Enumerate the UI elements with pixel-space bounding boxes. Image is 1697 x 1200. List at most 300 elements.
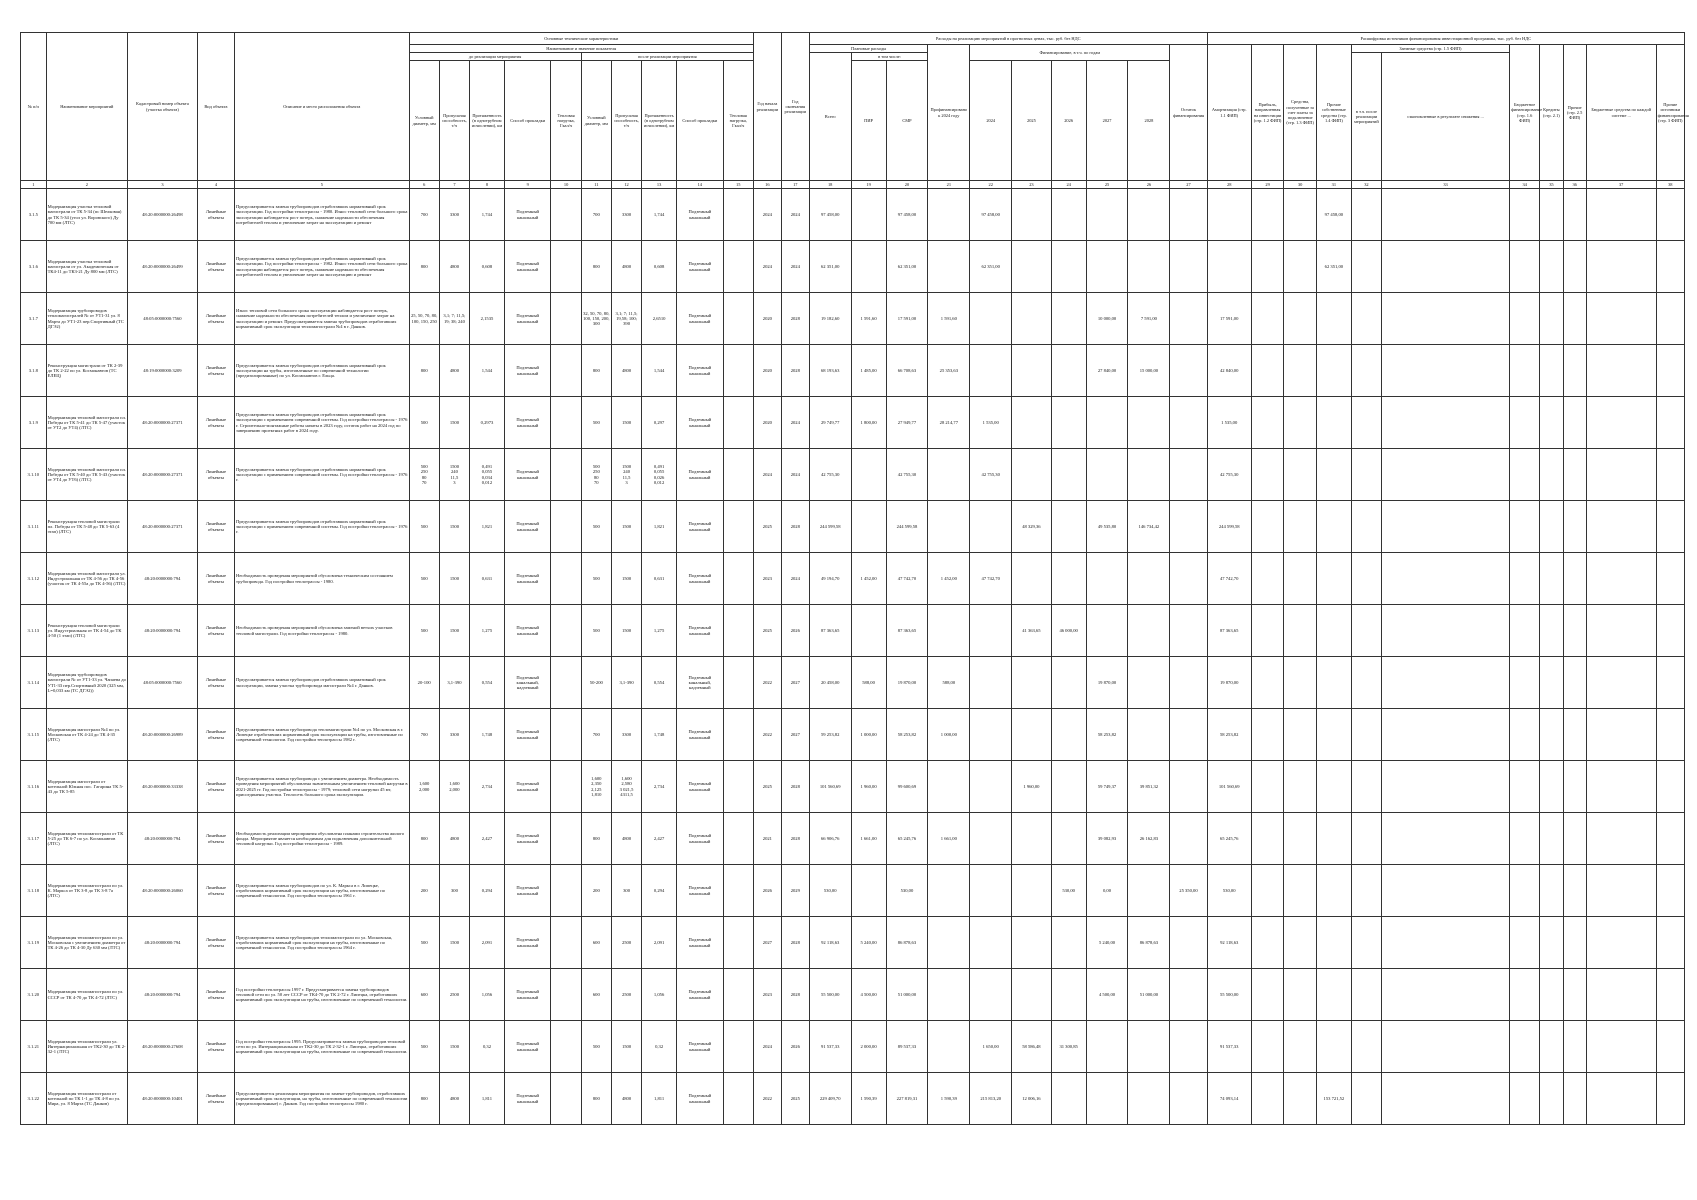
cell-g2 xyxy=(723,189,753,241)
cell-p1: Подземный канальный xyxy=(504,761,551,813)
cell-pr xyxy=(1251,813,1284,865)
cell-pr xyxy=(1251,657,1284,709)
cell-f24 xyxy=(970,917,1012,969)
cell-l1: 1,544 xyxy=(470,345,505,397)
cell-l2: 1,056 xyxy=(642,969,677,1021)
cell-g1 xyxy=(551,189,581,241)
cell-fin xyxy=(928,449,970,501)
column-number: 18 xyxy=(809,181,851,189)
cell-smr: 19 870,00 xyxy=(886,657,928,709)
cell-pl xyxy=(1284,865,1317,917)
cell-empty xyxy=(1563,189,1586,241)
cell-empty xyxy=(1510,345,1540,397)
cell-g1 xyxy=(551,813,581,865)
cell-f27: 39 082,93 xyxy=(1086,813,1128,865)
cell-f26 xyxy=(1051,813,1086,865)
cell-ye: 2028 xyxy=(781,345,809,397)
cell-pir: 1 590,39 xyxy=(851,1073,886,1125)
table-row xyxy=(21,397,1685,449)
cell-empty xyxy=(1563,813,1586,865)
cell-ys: 2022 xyxy=(753,1073,781,1125)
cell-empty xyxy=(1510,917,1540,969)
cell-empty xyxy=(1540,397,1563,449)
cell-l2: 2,091 xyxy=(642,917,677,969)
cell-empty xyxy=(1540,709,1563,761)
col-diameter-header: Условный диаметр, мм xyxy=(409,61,439,181)
cell-desc: Предусматривается замена трубопроводов тепломагистрали по ул. Московская, отработавших нормативный срок эксплуатации на трубы, изготовленные по современной технологии. Год постройки теплотрассы 1964 г. xyxy=(235,917,410,969)
cell-ys: 2024 xyxy=(753,189,781,241)
before-header: до реализации мероприятия xyxy=(409,53,581,61)
cell-empty xyxy=(1351,345,1381,397)
cell-f24 xyxy=(970,605,1012,657)
cell-d2: 500 xyxy=(581,501,611,553)
cell-am: 530,00 xyxy=(1207,865,1251,917)
cell-name: Модернизация тепломагистрали по ул. СССР от ТК 4-70 до ТК 4-72 (ЛТС) xyxy=(46,969,127,1021)
cell-empty xyxy=(1540,1073,1563,1125)
cell-empty xyxy=(1586,969,1656,1021)
cell-g2 xyxy=(723,969,753,1021)
cell-am: 101 560,69 xyxy=(1207,761,1251,813)
cell-n: 3.1.15 xyxy=(21,709,47,761)
column-number: 15 xyxy=(723,181,753,189)
cell-empty xyxy=(1382,813,1510,865)
cell-l2: 1,748 xyxy=(642,709,677,761)
column-number: 29 xyxy=(1251,181,1284,189)
table-row xyxy=(21,969,1685,1021)
table-row xyxy=(21,553,1685,605)
cell-rem xyxy=(1170,189,1207,241)
cell-empty xyxy=(1540,241,1563,293)
cell-l1: 0,608 xyxy=(470,241,505,293)
cell-name: Модернизация тепловой магистрали пл. Победы от ТК 5-40 до ТК 5-43 (участок от УТ4 до УТ6) (ЛТС) xyxy=(46,449,127,501)
cell-f25: 58 586,48 xyxy=(1012,1021,1052,1073)
cell-type: Линейные объекты xyxy=(197,241,234,293)
cell-am xyxy=(1207,189,1251,241)
cell-d2: 800 xyxy=(581,241,611,293)
cell-l1: 0,294 xyxy=(470,865,505,917)
column-number: 9 xyxy=(504,181,551,189)
cell-p2: Подземный канальный xyxy=(677,865,724,917)
financing-header: Финансирование, в т.ч. по годам xyxy=(970,45,1170,61)
cell-f28: 15 000,00 xyxy=(1128,345,1170,397)
cell-d1: 20-100 xyxy=(409,657,439,709)
cell-f25 xyxy=(1012,553,1052,605)
cell-f27: 4 500,00 xyxy=(1086,969,1128,1021)
cell-cad: 48:05:0000000:7560 xyxy=(128,293,198,345)
col-num-header: № п/п xyxy=(21,33,47,181)
cell-empty xyxy=(1351,813,1381,865)
cell-name: Модернизация магистрали №4 по ул. Московская от ТК 4-24 до ТК 4-35 (ЛТС) xyxy=(46,709,127,761)
cell-g1 xyxy=(551,449,581,501)
cell-q2: 4800 xyxy=(611,813,641,865)
cell-empty xyxy=(1382,397,1510,449)
cell-q1: 4800 xyxy=(439,241,469,293)
cell-f27: 5 240,00 xyxy=(1086,917,1128,969)
cell-empty xyxy=(1382,761,1510,813)
cell-n: 3.1.14 xyxy=(21,657,47,709)
col-budget-header: Бюджетное финансирование (стр. 1.6 ФИП) xyxy=(1510,45,1540,181)
cell-p1: Подземный канальный xyxy=(504,1073,551,1125)
col-objtype-header: Вид объекта xyxy=(197,33,234,181)
cell-f26 xyxy=(1051,397,1086,449)
cell-desc: Год постройки теплотрассы 1995. Предусматривается замена трубопроводов тепловой сети по ул. Интернациональная от ТК2-30 до ТК 2-32-1 г. Липецка, отработавших нормативный срок эксплуатации на трубы, изготовленные по современной технологии. xyxy=(235,1021,410,1073)
col-financed-header: Профинансировано к 2024 году xyxy=(928,45,970,181)
cell-desc: Предусматривается замена трубопроводов отработавших нормативный срок эксплуатации на трубы, изготовленные по современной технологии (предизолированные) по ул. Космонавтов г. Ельца. xyxy=(235,345,410,397)
cell-oo xyxy=(1316,397,1351,449)
cell-empty xyxy=(1382,709,1510,761)
cell-pir xyxy=(851,605,886,657)
cell-l2: 0,491 0,055 0,026 0,012 xyxy=(642,449,677,501)
tech-indicator-header: Наименование и значение показателя xyxy=(409,45,753,53)
cell-desc: Предусматривается реализация мероприятия по замене трубопроводов, отработавших нормативный срок эксплуатации, на трубы, изготовленные по современной технологии (предизолированные) г. Данков. Год постройки теплотрассы 1980 г. xyxy=(235,1073,410,1125)
cell-oo xyxy=(1316,553,1351,605)
cell-name: Реконструкция тепловой магистрали пл. Победы от ТК 5-48 до ТК 5-63 (4 этап) (ЛТС) xyxy=(46,501,127,553)
cell-empty xyxy=(1563,345,1586,397)
cell-q2: 2500 xyxy=(611,917,641,969)
cell-d1: 1,600 2,000 xyxy=(409,761,439,813)
cell-pr xyxy=(1251,241,1284,293)
cell-g2 xyxy=(723,501,753,553)
cell-rem xyxy=(1170,553,1207,605)
cell-n: 3.1.10 xyxy=(21,449,47,501)
cell-empty xyxy=(1510,813,1540,865)
col-2028-header: 2028 xyxy=(1128,61,1170,181)
col-misc2-header: Прочие источники финансирования (стр. 3 ФИП) xyxy=(1656,45,1684,181)
cell-empty xyxy=(1656,917,1684,969)
cell-smr: 66 708,63 xyxy=(886,345,928,397)
cell-ys: 2020 xyxy=(753,397,781,449)
col-smr-header: СМР xyxy=(886,61,928,181)
cell-empty xyxy=(1586,345,1656,397)
cell-desc: Предусматривается замена трубопроводов отработавших нормативный срок эксплуатации. Год постройки теплотрассы - 1982. Износ тепловой сети большого срока эксплуатации наблюдается рост потерь, снижение надежности обеспечения потребителей теплом и увеличение затрат на эксплуатацию и ремонт xyxy=(235,241,410,293)
cell-ys: 2023 xyxy=(753,553,781,605)
cell-oo xyxy=(1316,865,1351,917)
cell-smr: 227 819,31 xyxy=(886,1073,928,1125)
cell-p2: Подземный канальный xyxy=(677,501,724,553)
column-number: 6 xyxy=(409,181,439,189)
cell-q1: 4800 xyxy=(439,1073,469,1125)
cell-l2: 1,811 xyxy=(642,1073,677,1125)
cell-empty xyxy=(1563,241,1586,293)
cell-name: Модернизация трубопроводов магистрали № от УТ1-33 ул. Чапаева до УТ1-33 пер.Спортивный 2020 (325 мм, L=0,033 км (ТС ДГЭ2)) xyxy=(46,657,127,709)
cell-pl xyxy=(1284,449,1317,501)
cell-pir: 1 960,00 xyxy=(851,761,886,813)
cell-p2: Подземный канальный xyxy=(677,1073,724,1125)
cell-cad: 48:20:0000000:10401 xyxy=(128,1073,198,1125)
cell-empty xyxy=(1351,397,1381,449)
cell-f25 xyxy=(1012,189,1052,241)
cell-pir: 4 500,00 xyxy=(851,969,886,1021)
cell-f28 xyxy=(1128,657,1170,709)
table-row xyxy=(21,605,1685,657)
column-number: 24 xyxy=(1051,181,1086,189)
cell-cad: 48:20:0000000:26060 xyxy=(128,865,198,917)
cell-empty xyxy=(1656,449,1684,501)
cell-pir: 5 240,00 xyxy=(851,917,886,969)
cell-empty xyxy=(1656,293,1684,345)
cell-empty xyxy=(1382,449,1510,501)
cell-empty xyxy=(1586,709,1656,761)
cell-g1 xyxy=(551,605,581,657)
cell-oo xyxy=(1316,501,1351,553)
cell-f28 xyxy=(1128,1073,1170,1125)
cell-q1: 1500 xyxy=(439,605,469,657)
cell-cad: 48:05:0000000:7560 xyxy=(128,657,198,709)
cell-f26 xyxy=(1051,345,1086,397)
cell-ys: 2020 xyxy=(753,345,781,397)
cell-d1: 500 xyxy=(409,1021,439,1073)
cell-f25 xyxy=(1012,969,1052,1021)
cell-empty xyxy=(1382,865,1510,917)
cell-ys: 2023 xyxy=(753,969,781,1021)
cell-rem xyxy=(1170,813,1207,865)
cell-pl xyxy=(1284,1073,1317,1125)
cell-f28: 39 851,32 xyxy=(1128,761,1170,813)
cell-n: 3.1.8 xyxy=(21,345,47,397)
cell-pr xyxy=(1251,553,1284,605)
cell-empty xyxy=(1563,865,1586,917)
cell-ye: 2024 xyxy=(781,241,809,293)
cell-name: Реконструкция магистрали от ТК 2-39 до ТК 2-22 по ул. Космонавтов (ТС ЕЛЕЦ) xyxy=(46,345,127,397)
cell-name: Модернизация тепловой магистрали пл. Победы от ТК 5-41 до ТК 5-47 (участок от УТ2 до УТ4) (ЛТС) xyxy=(46,397,127,449)
cell-type: Линейные объекты xyxy=(197,657,234,709)
cell-rem xyxy=(1170,397,1207,449)
investment-program-table xyxy=(20,32,1689,1125)
cell-f28 xyxy=(1128,449,1170,501)
cell-p1: Подземный канальный xyxy=(504,397,551,449)
cell-g1 xyxy=(551,1021,581,1073)
cell-oo: 97 458,00 xyxy=(1316,189,1351,241)
cell-p2: Подземный канальный xyxy=(677,241,724,293)
cell-empty xyxy=(1540,293,1563,345)
cell-empty xyxy=(1510,761,1540,813)
cell-desc: Необходимость проведения мероприятий обусловлена техническим состоянием трубопровода. Год постройки теплотрассы - 1980. xyxy=(235,553,410,605)
cell-oo: 153 721,52 xyxy=(1316,1073,1351,1125)
cell-f27 xyxy=(1086,241,1128,293)
cell-pir: 1 591,60 xyxy=(851,293,886,345)
cell-name: Модернизация участка тепловой магистрали от ул. Академическая от ТК4-11 до ТК3-21 Ду 800 мм (ЛТС) xyxy=(46,241,127,293)
cell-f28 xyxy=(1128,553,1170,605)
cell-p1: Подземный канальный xyxy=(504,605,551,657)
cell-tot: 101 560,69 xyxy=(809,761,851,813)
cell-f24: 1 650,00 xyxy=(970,1021,1012,1073)
cell-rem xyxy=(1170,1021,1207,1073)
cell-q1: 1500 240 11,5 3 xyxy=(439,449,469,501)
cell-f25 xyxy=(1012,865,1052,917)
cell-am: 42 755,30 xyxy=(1207,449,1251,501)
cell-fin xyxy=(928,241,970,293)
table-row xyxy=(21,449,1685,501)
cell-empty xyxy=(1656,709,1684,761)
cell-l2: 0,631 xyxy=(642,553,677,605)
cell-q2: 4800 xyxy=(611,241,641,293)
cell-smr: 89 537,33 xyxy=(886,1021,928,1073)
cell-type: Линейные объекты xyxy=(197,293,234,345)
cell-rem: 25 350,00 xyxy=(1170,865,1207,917)
cell-smr: 42 755,30 xyxy=(886,449,928,501)
col-amort-header: Амортизация (стр. 1.1 ФИП) xyxy=(1207,45,1251,181)
column-number: 4 xyxy=(197,181,234,189)
cell-pir xyxy=(851,241,886,293)
cell-f26 xyxy=(1051,241,1086,293)
cell-empty xyxy=(1510,1021,1540,1073)
cell-fin: 1 452,00 xyxy=(928,553,970,605)
cell-am: 244 599,58 xyxy=(1207,501,1251,553)
cell-n: 3.1.19 xyxy=(21,917,47,969)
cell-pr xyxy=(1251,969,1284,1021)
cell-empty xyxy=(1563,917,1586,969)
cell-g2 xyxy=(723,1073,753,1125)
cell-empty xyxy=(1351,709,1381,761)
col-remaining-header: Остаток финансирования xyxy=(1170,45,1207,181)
cell-f27 xyxy=(1086,189,1128,241)
col-description-header: Описание и место расположения объекта xyxy=(235,33,410,181)
column-number: 2 xyxy=(46,181,127,189)
column-number: 28 xyxy=(1207,181,1251,189)
cell-pir: 1 485,00 xyxy=(851,345,886,397)
cell-empty xyxy=(1540,657,1563,709)
cell-pir xyxy=(851,865,886,917)
column-number: 11 xyxy=(581,181,611,189)
cell-pr xyxy=(1251,397,1284,449)
cell-d2: 500 xyxy=(581,1021,611,1073)
cell-pl xyxy=(1284,293,1317,345)
cell-f26 xyxy=(1051,553,1086,605)
cell-name: Модернизация тепловой магистрали ул. Индустриальная от ТК 4-56 до ТК 4-56 (участок от ТК 4-55а до ТК 4-56) (ЛТС) xyxy=(46,553,127,605)
cell-f25 xyxy=(1012,397,1052,449)
cell-rem xyxy=(1170,969,1207,1021)
cell-g1 xyxy=(551,761,581,813)
cell-l1: 0,554 xyxy=(470,657,505,709)
cell-type: Линейные объекты xyxy=(197,605,234,657)
col-name-header: Наименование мероприятий xyxy=(46,33,127,181)
cell-type: Линейные объекты xyxy=(197,449,234,501)
cell-empty xyxy=(1351,189,1381,241)
cell-empty xyxy=(1656,241,1684,293)
cell-tot: 530,00 xyxy=(809,865,851,917)
cell-desc: Предусматривается замена трубопроводов отработавших нормативный срок эксплуатации с применением современной системы. Год постройки теплотрассы - 1976 г. xyxy=(235,449,410,501)
cell-f26 xyxy=(1051,293,1086,345)
cell-empty xyxy=(1351,969,1381,1021)
column-number: 22 xyxy=(970,181,1012,189)
cell-q2: 3300 xyxy=(611,709,641,761)
cell-f24: 62 351,00 xyxy=(970,241,1012,293)
cell-desc: Необходимость реализации мероприятия обусловлена планами строительства жилого фонда. Мероприятие является необходимым для подключения дополнительной тепловой нагрузки. Год постройки теплотрассы - 1989. xyxy=(235,813,410,865)
cell-p1: Подземный канальный xyxy=(504,969,551,1021)
cell-g1 xyxy=(551,657,581,709)
cell-l2: 0,294 xyxy=(642,865,677,917)
cell-p1: Подземный канальный, надземный xyxy=(504,657,551,709)
cell-p2: Подземный канальный xyxy=(677,293,724,345)
cell-pr xyxy=(1251,501,1284,553)
plan-header: Плановые расходы xyxy=(809,45,928,53)
cell-am: 17 591,00 xyxy=(1207,293,1251,345)
cell-smr: 65 245,76 xyxy=(886,813,928,865)
cell-d2: 500 250 80 70 xyxy=(581,449,611,501)
cell-f25 xyxy=(1012,657,1052,709)
cell-desc: Предусматривается замена трубопроводов отработавших нормативный срок эксплуатации с применением современной системы. Год постройки теплотрассы - 1976 г. xyxy=(235,501,410,553)
cell-empty xyxy=(1563,1021,1586,1073)
cell-pr xyxy=(1251,1021,1284,1073)
cell-fin: 1 661,00 xyxy=(928,813,970,865)
tech-header: Основные технические характеристики xyxy=(409,33,753,45)
cell-ys: 2025 xyxy=(753,761,781,813)
cell-g2 xyxy=(723,813,753,865)
cell-fin: 1 591,60 xyxy=(928,293,970,345)
column-number: 20 xyxy=(886,181,928,189)
column-number: 12 xyxy=(611,181,641,189)
cell-g2 xyxy=(723,1021,753,1073)
cell-type: Линейные объекты xyxy=(197,501,234,553)
cell-fin: 25 353,63 xyxy=(928,345,970,397)
cell-empty xyxy=(1382,969,1510,1021)
cell-empty xyxy=(1510,865,1540,917)
cell-pl xyxy=(1284,917,1317,969)
table-row xyxy=(21,1021,1685,1073)
cell-empty xyxy=(1563,449,1586,501)
cell-ys: 2027 xyxy=(753,917,781,969)
cell-l1: 1,811 xyxy=(470,1073,505,1125)
cell-empty xyxy=(1586,293,1656,345)
cell-type: Линейные объекты xyxy=(197,345,234,397)
cell-ye: 2025 xyxy=(781,1073,809,1125)
cell-empty xyxy=(1563,553,1586,605)
cell-empty xyxy=(1382,1021,1510,1073)
cell-f28 xyxy=(1128,709,1170,761)
cell-empty xyxy=(1351,241,1381,293)
cell-ye: 2024 xyxy=(781,553,809,605)
cell-p1: Подземный канальный xyxy=(504,553,551,605)
cell-cad: 48:20:0000000:794 xyxy=(128,969,198,1021)
col-total-header: Всего xyxy=(809,53,851,181)
cell-empty xyxy=(1656,189,1684,241)
cell-f27: 58 253,82 xyxy=(1086,709,1128,761)
col-other-own-header: Прочие собственные средства (стр. 1.4 ФИП) xyxy=(1316,45,1351,181)
cell-oo xyxy=(1316,1021,1351,1073)
cell-empty xyxy=(1586,189,1656,241)
cell-p2: Подземный канальный xyxy=(677,449,724,501)
cell-tot: 59 253,82 xyxy=(809,709,851,761)
cell-empty xyxy=(1382,293,1510,345)
cell-smr: 244 599,58 xyxy=(886,501,928,553)
cell-n: 3.1.21 xyxy=(21,1021,47,1073)
cell-n: 3.1.6 xyxy=(21,241,47,293)
cell-f24 xyxy=(970,345,1012,397)
cell-l1: 1,275 xyxy=(470,605,505,657)
cell-n: 3.1.11 xyxy=(21,501,47,553)
cell-d1: 200 xyxy=(409,865,439,917)
cell-ye: 2024 xyxy=(781,189,809,241)
cell-empty xyxy=(1586,865,1656,917)
cell-ye: 2028 xyxy=(781,917,809,969)
cell-empty xyxy=(1351,1021,1381,1073)
after-header: после реализации мероприятия xyxy=(581,53,753,61)
table-row xyxy=(21,241,1685,293)
cell-oo xyxy=(1316,761,1351,813)
cell-empty xyxy=(1656,657,1684,709)
cell-oo xyxy=(1316,917,1351,969)
cell-fin xyxy=(928,189,970,241)
cell-rem xyxy=(1170,761,1207,813)
cell-q2: 4800 xyxy=(611,345,641,397)
cell-empty xyxy=(1563,293,1586,345)
cell-f28: 51 000,00 xyxy=(1128,969,1170,1021)
cell-empty xyxy=(1540,189,1563,241)
cell-g2 xyxy=(723,345,753,397)
cell-q2: 3,1-390 xyxy=(611,657,641,709)
cell-pl xyxy=(1284,1021,1317,1073)
cell-f24: 47 742,70 xyxy=(970,553,1012,605)
